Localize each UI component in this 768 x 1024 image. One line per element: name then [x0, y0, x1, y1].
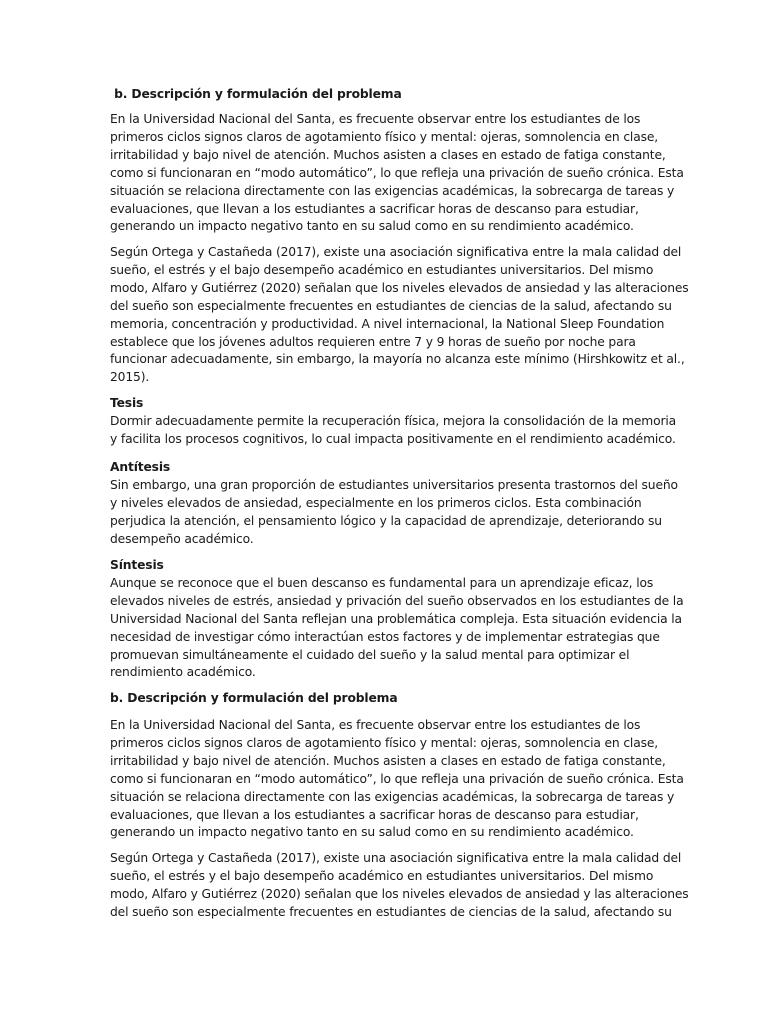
paragraph-line: Según Ortega y Castañeda (2017), existe una asociación significativa entre la mala calidad del — [110, 851, 682, 865]
tesis-section — [110, 395, 677, 449]
paragraph-line: Dormir adecuadamente permite la recuperación física, mejora la consolidación de la memoria — [110, 413, 677, 428]
paragraph-line: establece que los jóvenes adultos requieren entre 7 y 9 horas de sueño por noche para — [110, 334, 636, 349]
antitesis-heading: Antítesis — [110, 460, 171, 474]
paragraph-line: elevados niveles de estrés, ansiedad y privación del sueño observados en los estudiantes de la — [110, 593, 684, 608]
section-heading-text: b. Descripción y formulación del problema — [110, 691, 398, 705]
paragraph-line: promuevan simultáneamente el cuidado del sueño y la salud mental para optimizar el — [110, 647, 630, 662]
tesis-heading: Tesis — [110, 396, 144, 410]
paragraph-line: 2015). — [110, 370, 150, 385]
paragraph-line: situación se relaciona directamente con las exigencias académicas, la sobrecarga de tareas y — [110, 183, 675, 198]
paragraph-line: evaluaciones, que llevan a los estudiantes a sacrificar horas de descanso para estudiar, — [110, 807, 639, 822]
paragraph-line: funcionar adecuadamente, sin embargo, la mayoría no alcanza este mínimo (Hirshkowitz et al., — [110, 352, 685, 367]
paragraph-line: primeros ciclos signos claros de agotamiento físico y mental: ojeras, somnolencia en clase, — [110, 129, 659, 144]
paragraph-line: irritabilidad y bajo nivel de atención. Muchos asisten a clases en estado de fatiga constante, — [110, 147, 666, 162]
paragraph-line: del sueño son especialmente frecuentes en estudiantes de ciencias de la salud, afectando su — [110, 904, 672, 919]
paragraph-line: primeros ciclos signos claros de agotamiento físico y mental: ojeras, somnolencia en clase, — [110, 735, 659, 750]
paragraph — [110, 111, 684, 236]
paragraph-line: modo, Alfaro y Gutiérrez (2020) señalan que los niveles elevados de ansiedad y las alteraciones — [110, 886, 689, 901]
paragraph-line: y facilita los procesos cognitivos, lo cual impacta positivamente en el rendimiento académico. — [110, 431, 676, 446]
paragraph-line: En la Universidad Nacional del Santa, es frecuente observar entre los estudiantes de los — [110, 718, 641, 732]
paragraph-line: situación se relaciona directamente con las exigencias académicas, la sobrecarga de tareas y — [110, 789, 675, 804]
paragraph-line: rendimiento académico. — [110, 665, 256, 680]
paragraph-line: como si funcionaran en “modo automático”, lo que refleja una privación de sueño crónica. Esta — [110, 165, 684, 180]
paragraph-line: evaluaciones, que llevan a los estudiantes a sacrificar horas de descanso para estudiar, — [110, 201, 639, 216]
section-heading — [110, 690, 658, 708]
paragraph-line: del sueño son especialmente frecuentes en estudiantes de ciencias de la salud, afectando su — [110, 298, 672, 313]
paragraph-line: y niveles elevados de ansiedad, especialmente en los primeros ciclos. Esta combinación — [110, 495, 642, 510]
sintesis-section — [110, 557, 684, 682]
paragraph-line: Universidad Nacional del Santa reflejan una problemática compleja. Esta situación evidencia la — [110, 611, 682, 626]
paragraph-line: Aunque se reconoce que el buen descanso es fundamental para un aprendizaje eficaz, los — [110, 575, 654, 590]
paragraph — [110, 717, 684, 842]
paragraph — [110, 244, 689, 387]
paragraph-line: sueño, el estrés y el bajo desempeño académico en estudiantes universitarios. Del mismo — [110, 868, 654, 883]
paragraph-line: modo, Alfaro y Gutiérrez (2020) señalan que los niveles elevados de ansiedad y las alteraciones — [110, 280, 689, 295]
paragraph-line: Sin embargo, una gran proporción de estudiantes universitarios presenta trastornos del sueño — [110, 477, 678, 492]
paragraph-line: como si funcionaran en “modo automático”, lo que refleja una privación de sueño crónica. Esta — [110, 771, 684, 786]
section-heading-text: b. Descripción y formulación del problema — [110, 87, 402, 101]
paragraph-line: Según Ortega y Castañeda (2017), existe una asociación significativa entre la mala calidad del — [110, 245, 682, 259]
paragraph-line: necesidad de investigar cómo interactúan estos factores y de implementar estrategias que — [110, 629, 660, 644]
section-heading — [110, 86, 658, 104]
paragraph-line: irritabilidad y bajo nivel de atención. Muchos asisten a clases en estado de fatiga constante, — [110, 753, 666, 768]
paragraph-line: En la Universidad Nacional del Santa, es frecuente observar entre los estudiantes de los — [110, 112, 641, 126]
paragraph-line: generando un impacto negativo tanto en su salud como en su rendimiento académico. — [110, 219, 634, 234]
sintesis-heading: Síntesis — [110, 558, 164, 572]
paragraph — [110, 850, 689, 922]
antitesis-section — [110, 459, 678, 549]
paragraph-line: sueño, el estrés y el bajo desempeño académico en estudiantes universitarios. Del mismo — [110, 262, 654, 277]
paragraph-line: memoria, concentración y productividad. A nivel internacional, la National Sleep Foundation — [110, 316, 665, 331]
paragraph-line: generando un impacto negativo tanto en su salud como en su rendimiento académico. — [110, 825, 634, 840]
paragraph-line: perjudica la atención, el pensamiento lógico y la capacidad de aprendizaje, deteriorando su — [110, 513, 662, 528]
paragraph-line: desempeño académico. — [110, 531, 254, 546]
